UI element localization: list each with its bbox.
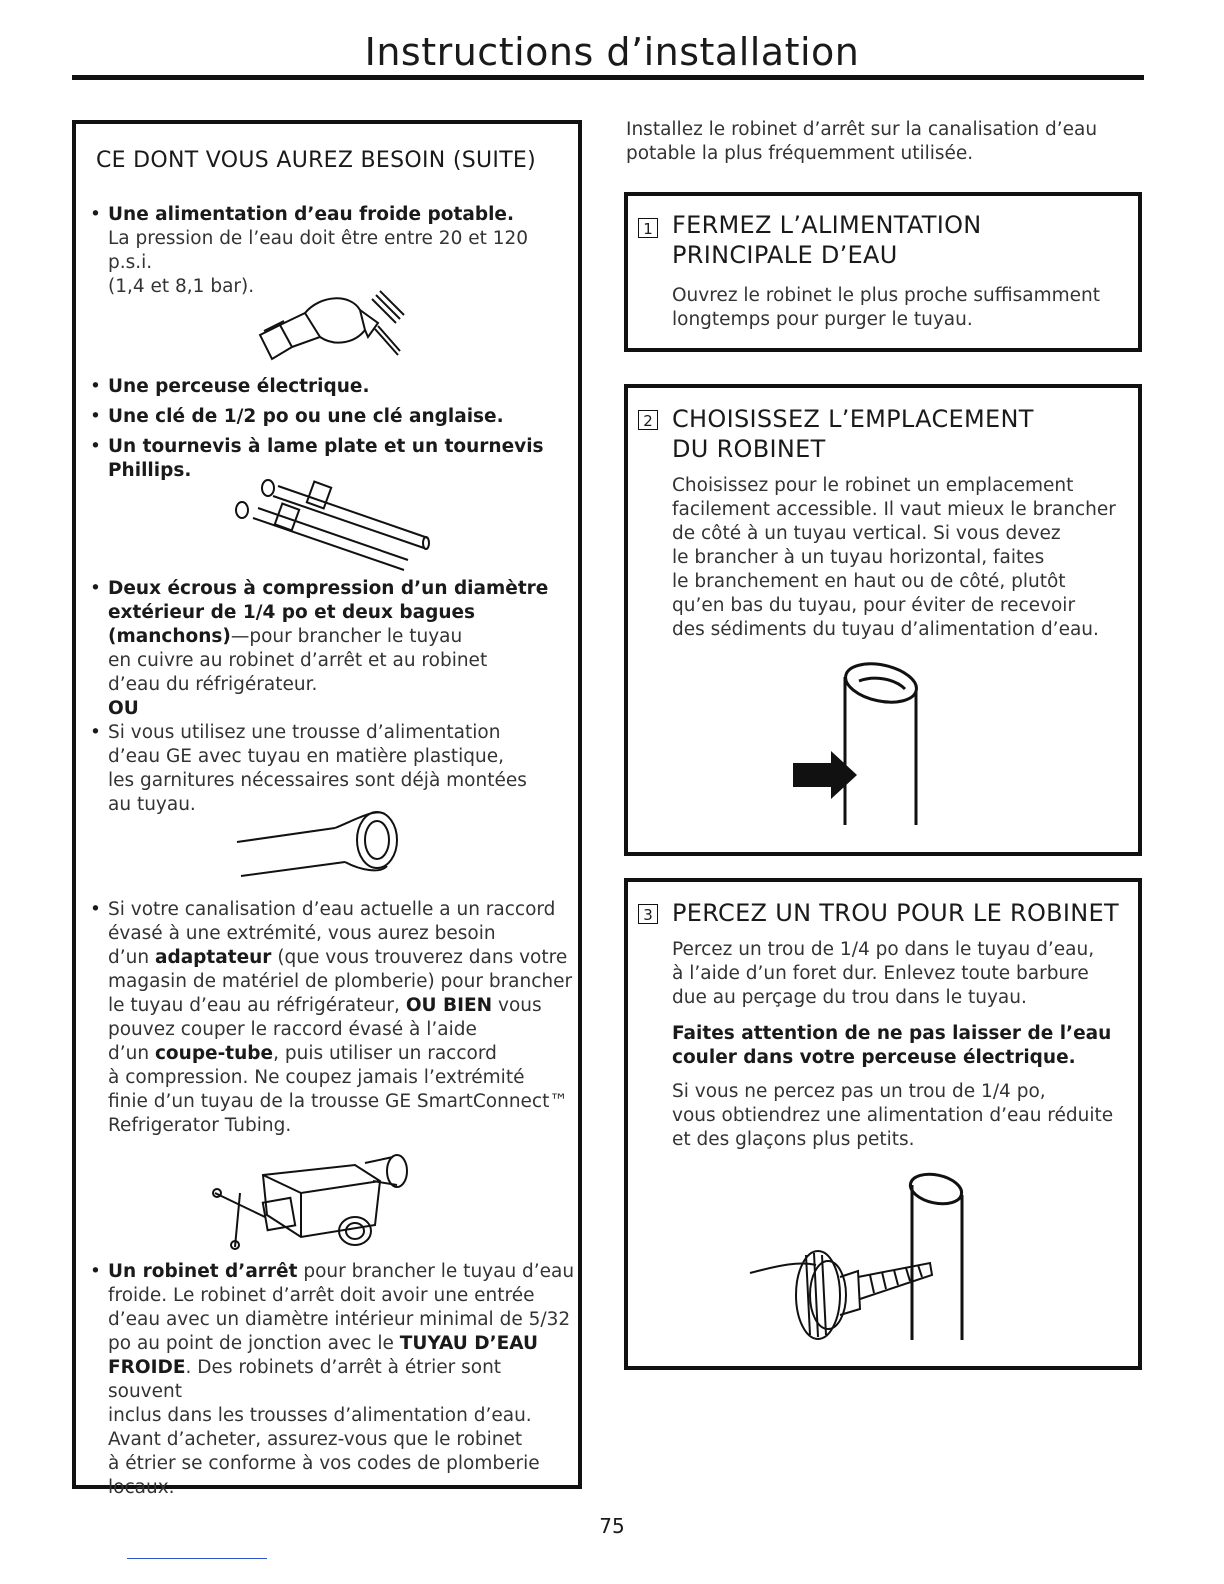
drill-pipe-illustration — [740, 1165, 965, 1345]
step-note: Si vous ne percez pas un trou de 1/4 po, vous obtiendrez une alimentation d’eau réduite et des glaçons plus petits. — [672, 1081, 1114, 1150]
step-title: CHOISISSEZ L’EMPLACEMENT DU ROBINET — [672, 405, 1034, 463]
list-item-nuts: • Deux écrous à compression d’un diamètre extérieur de 1/4 po et deux bagues (manchons)—pour brancher le tuyau en cuivre au robinet d’arrêt et au robinet d’eau du réfrigérateur. OU — [90, 578, 549, 719]
vertical-pipe-illustration — [785, 655, 930, 830]
step-title: FERMEZ L’ALIMENTATION PRINCIPALE D’EAU — [672, 211, 982, 269]
list-item-kit: • Si vous utilisez une trousse d’alimentation d’eau GE avec tuyau en matière plastique, les garnitures nécessaires sont déjà montées au tuyau. — [90, 722, 527, 815]
step-number: 1 — [638, 218, 658, 238]
step-number: 2 — [638, 410, 658, 430]
tubing-illustration — [228, 478, 438, 573]
list-item-screwdriver: • Un tournevis à lame plate et un tournevis Phillips. — [90, 436, 544, 481]
title-rule — [72, 75, 1144, 80]
footer-link-line — [127, 1558, 267, 1559]
page-number: 75 — [599, 1514, 625, 1538]
list-item-valve: • Un robinet d’arrêt pour brancher le tuyau d’eau froide. Le robinet d’arrêt doit avoir une entrée d’eau avec un diamètre intérieur minimal de 5/32 po au point de jonction avec le TUYAU D’EAU FROIDE. Des robinets d’arrêt à étrier sont souvent inclus dans les trousses d’alimentation d’eau. Avant d’acheter, assurez-vous que le robinet à étrier se conforme à vos codes de plomberie locaux. — [90, 1261, 575, 1498]
step-number: 3 — [638, 904, 658, 924]
list-item-drill: • Une perceuse électrique. — [90, 376, 370, 397]
step-body: Percez un trou de 1/4 po dans le tuyau d’eau, à l’aide d’un foret dur. Enlevez toute barbure due au perçage du trou dans le tuyau. — [672, 939, 1095, 1008]
step-1-box — [624, 192, 1142, 352]
requirements-heading: CE DONT VOUS AUREZ BESOIN (SUITE) — [96, 148, 537, 173]
drill-illustration — [250, 285, 410, 375]
step-body: Choisissez pour le robinet un emplacement facilement accessible. Il vaut mieux le brancher de côté à un tuyau vertical. Si vous devez le brancher à un tuyau horizontal, faites le branchement en haut ou de côté, plutôt qu’en bas du tuyau, pour éviter de recevoir des sédiments du tuyau d’alimentation d’eau. — [672, 475, 1116, 640]
plastic-tube-illustration — [235, 800, 405, 885]
list-item-flare: • Si votre canalisation d’eau actuelle a un raccord évasé à une extrémité, vous aurez besoin d’un adaptateur (que vous trouverez dans votre magasin de matériel de plomberie) pour brancher le tuyau d’eau au réfrigérateur, OU BIEN vous pouvez couper le raccord évasé à l’aide d’un coupe-tube, puis utiliser un raccord à compression. Ne coupez jamais l’extrémité finie d’un tuyau de la trousse GE SmartConnect™ Refrigerator Tubing. — [90, 899, 573, 1136]
shutoff-valve-illustration — [205, 1145, 415, 1255]
step-warning: Faites attention de ne pas laisser de l’eau couler dans votre perceuse électrique. — [672, 1023, 1112, 1068]
step-body: Ouvrez le robinet le plus proche suffisamment longtemps pour purger le tuyau. — [672, 285, 1101, 330]
step-title: PERCEZ UN TROU POUR LE ROBINET — [672, 899, 1119, 927]
list-item-wrench: • Une clé de 1/2 po ou une clé anglaise. — [90, 406, 504, 427]
intro-text: Installez le robinet d’arrêt sur la canalisation d’eau potable la plus fréquemment utilisée. — [626, 119, 1098, 164]
page-title: Instructions d’installation — [364, 30, 860, 74]
list-item-water: • Une alimentation d’eau froide potable. La pression de l’eau doit être entre 20 et 120 p.s.i. (1,4 et 8,1 bar). — [90, 204, 529, 297]
